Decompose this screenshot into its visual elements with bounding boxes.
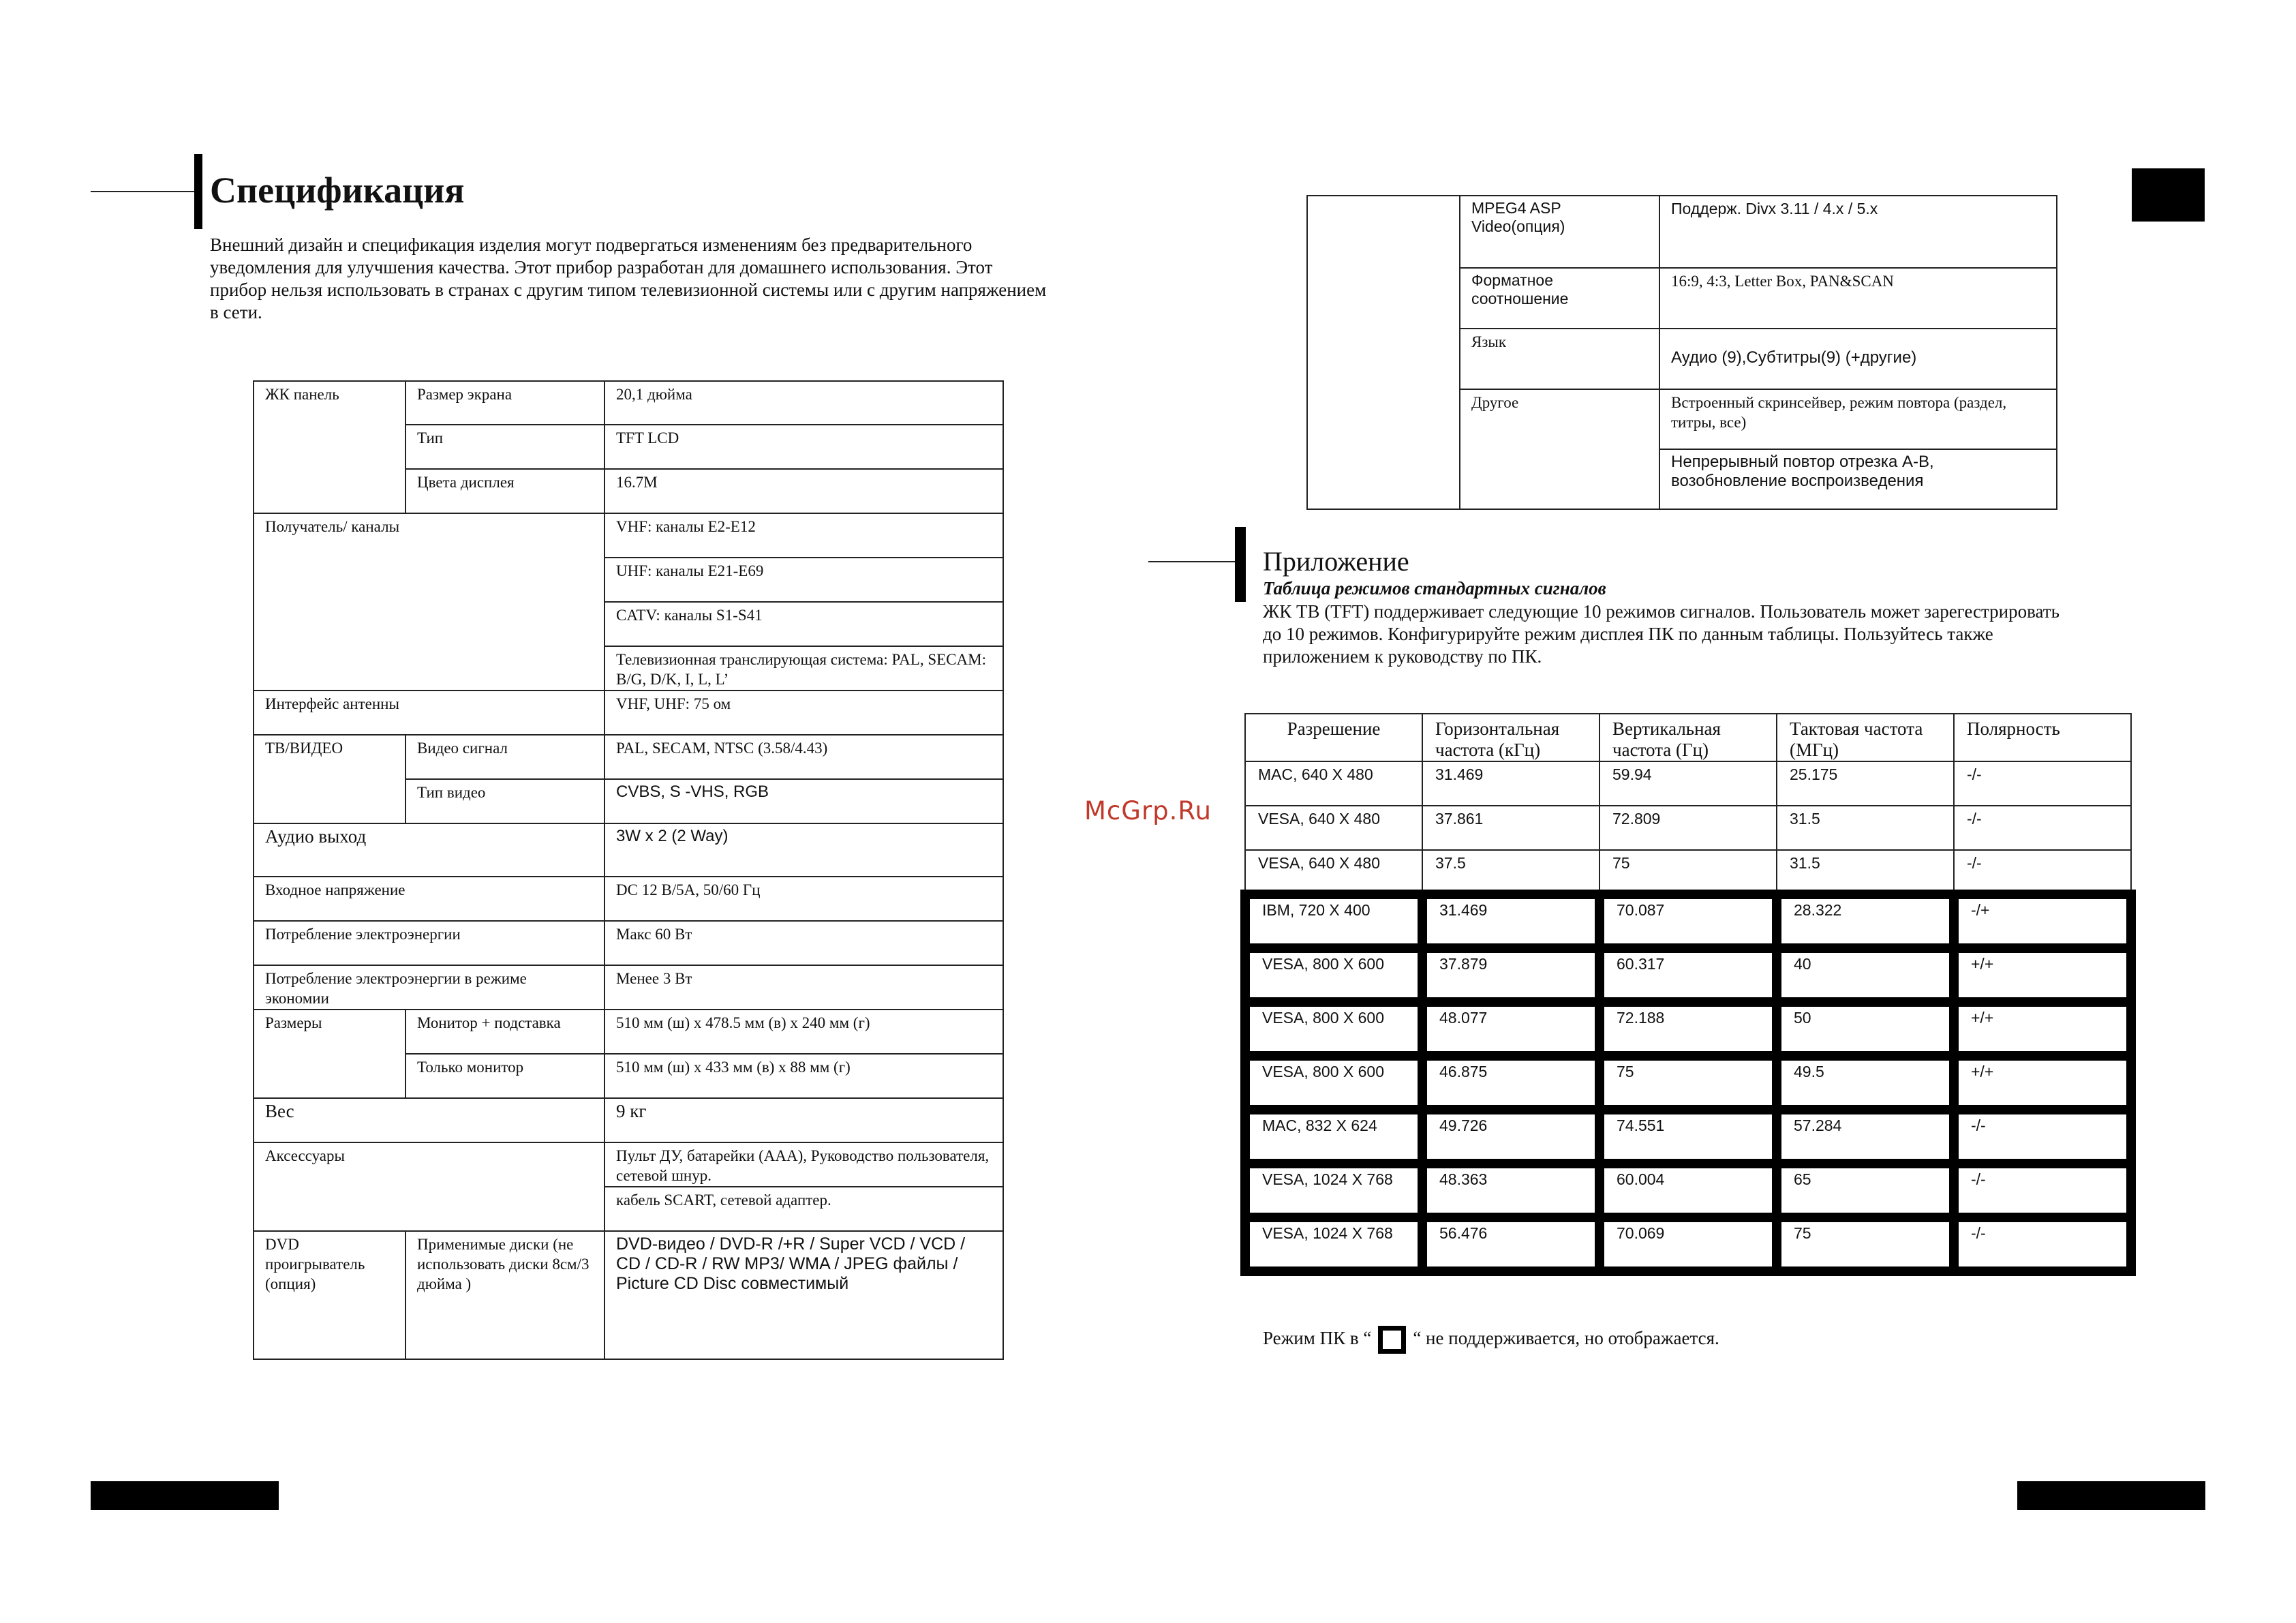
spec-receiver-catv: CATV: каналы S1-S41	[604, 602, 1003, 646]
spec-power-label: Потребление электроэнергии	[254, 921, 604, 965]
title-rule	[91, 191, 194, 192]
signal-cell: 31.469	[1422, 761, 1599, 806]
spec-accessories-value-2: кабель SCART, сетевой адаптер.	[604, 1187, 1003, 1231]
signal-modes-table	[1240, 713, 2136, 1276]
signal-cell: 72.188	[1599, 1002, 1777, 1056]
title-bar	[194, 154, 202, 229]
spec-audio-value: 3W x 2 (2 Way)	[604, 823, 1003, 877]
spec-table	[253, 380, 1004, 1360]
spec-with-stand-value: 510 мм (ш) x 478.5 мм (в) x 240 мм (г)	[604, 1010, 1003, 1054]
dvd-other-label: Другое	[1460, 389, 1659, 509]
dvd-language-value: Аудио (9),Субтитры(9) (+другие)	[1659, 329, 2057, 389]
spec-power-saving-value: Менее 3 Вт	[604, 965, 1003, 1010]
spec-receiver-uhf: UHF: каналы E21-E69	[604, 558, 1003, 602]
signal-cell: 49.726	[1422, 1110, 1599, 1164]
dvd-cont-blank	[1307, 196, 1460, 509]
signal-header-horizontal: Горизонтальная частота (кГц)	[1422, 714, 1599, 761]
signal-cell: 65	[1777, 1164, 1954, 1217]
spec-dimensions-label: Размеры	[254, 1010, 405, 1098]
signal-cell: 31.469	[1422, 894, 1599, 948]
signal-cell: 56.476	[1422, 1217, 1599, 1271]
spec-weight-value: 9 кг	[604, 1098, 1003, 1142]
spec-dvd-label: DVD проигрыватель (опция)	[254, 1231, 405, 1359]
dvd-other-value-2: Непрерывный повтор отрезка A-B, возобновление воспроизведения	[1659, 449, 2057, 509]
spec-power-saving-label: Потребление электроэнергии в режиме экономии	[254, 965, 604, 1010]
spec-video-type-label: Тип видео	[405, 779, 604, 823]
spec-antenna-label: Интерфейс антенны	[254, 691, 604, 735]
spec-type-value: TFT LCD	[604, 425, 1003, 469]
spec-screen-size-value: 20,1 дюйма	[604, 381, 1003, 425]
table-row	[1245, 850, 2131, 894]
dvd-mpeg4-label: MPEG4 ASP Video(опция)	[1460, 196, 1659, 268]
spec-power-value: Макс 60 Вт	[604, 921, 1003, 965]
spec-with-stand-label: Монитор + подставка	[405, 1010, 604, 1054]
signal-cell: -/-	[1954, 806, 2131, 850]
watermark: McGrp.Ru	[1084, 796, 1212, 825]
signal-cell: MAC, 832 X 624	[1245, 1110, 1422, 1164]
signal-cell: 46.875	[1422, 1056, 1599, 1110]
signal-cell: 75	[1599, 850, 1777, 894]
signal-cell: -/+	[1954, 894, 2131, 948]
spec-video-signal-value: PAL, SECAM, NTSC (3.58/4.43)	[604, 735, 1003, 779]
signal-cell: 49.5	[1777, 1056, 1954, 1110]
signal-cell: -/-	[1954, 1164, 2131, 1217]
spec-dvd-value: DVD-видео / DVD-R /+R / Super VCD / VCD / CD / CD-R / RW MP3/ WMA / JPEG файлы / Picture CD Disc совместимый	[604, 1231, 1003, 1359]
appendix-title: Приложение	[1263, 546, 1409, 577]
spec-type-label: Тип	[405, 425, 604, 469]
dvd-mpeg4-value: Поддерж. Divx 3.11 / 4.x / 5.x	[1659, 196, 2057, 268]
spec-video-type-value: CVBS, S -VHS, RGB	[604, 779, 1003, 823]
signal-header-polarity: Полярность	[1954, 714, 2131, 761]
table-row	[1245, 761, 2131, 806]
dvd-language-label: Язык	[1460, 329, 1659, 389]
signal-cell: MAC, 640 X 480	[1245, 761, 1422, 806]
spec-receiver-vhf: VHF: каналы E2-E12	[604, 513, 1003, 558]
signal-cell: VESA, 1024 X 768	[1245, 1164, 1422, 1217]
table-row	[1245, 1164, 2131, 1217]
spec-colors-value: 16.7M	[604, 469, 1003, 513]
signal-cell: 31.5	[1777, 850, 1954, 894]
signal-cell: VESA, 640 X 480	[1245, 850, 1422, 894]
dvd-continued-table	[1306, 195, 2057, 510]
signal-cell: 40	[1777, 948, 1954, 1002]
signal-cell: 31.5	[1777, 806, 1954, 850]
spec-receiver-system: Телевизионная транслирующая система: PAL, SECAM: B/G, D/K, I, L, L’	[604, 646, 1003, 691]
signal-cell: +/+	[1954, 948, 2131, 1002]
spec-accessories-value-1: Пульт ДУ, батарейки (ААА), Руководство пользователя, сетевой шнур.	[604, 1142, 1003, 1187]
pc-mode-note	[1263, 1324, 1719, 1354]
signal-cell: -/-	[1954, 761, 2131, 806]
spec-audio-label: Аудио выход	[254, 823, 604, 877]
signal-cell: -/-	[1954, 1217, 2131, 1271]
spec-lcd-label: ЖК панель	[254, 381, 405, 513]
spec-monitor-only-label: Только монитор	[405, 1054, 604, 1098]
spec-weight-label: Вес	[254, 1098, 604, 1142]
signal-cell: -/-	[1954, 850, 2131, 894]
spec-monitor-only-value: 510 мм (ш) x 433 мм (в) x 88 мм (г)	[604, 1054, 1003, 1098]
signal-cell: 28.322	[1777, 894, 1954, 948]
thick-box-icon	[1378, 1326, 1406, 1354]
signal-cell: IBM, 720 X 400	[1245, 894, 1422, 948]
signal-cell: 70.069	[1599, 1217, 1777, 1271]
spec-video-signal-label: Видео сигнал	[405, 735, 604, 779]
appendix-rule	[1148, 561, 1244, 562]
signal-cell: 72.809	[1599, 806, 1777, 850]
signal-cell: 37.879	[1422, 948, 1599, 1002]
right-top-tab	[2132, 168, 2205, 222]
signal-cell: 60.004	[1599, 1164, 1777, 1217]
dvd-aspect-label: Форматное соотношение	[1460, 268, 1659, 329]
table-row	[1245, 1056, 2131, 1110]
signal-cell: -/-	[1954, 1110, 2131, 1164]
spec-antenna-value: VHF, UHF: 75 ом	[604, 691, 1003, 735]
signal-cell: +/+	[1954, 1056, 2131, 1110]
signal-cell: 75	[1599, 1056, 1777, 1110]
dvd-other-value-1: Встроенный скринсейвер, режим повтора (раздел, титры, все)	[1659, 389, 2057, 449]
appendix-subtitle: Таблица режимов стандартных сигналов	[1263, 578, 1606, 598]
signal-cell: 50	[1777, 1002, 1954, 1056]
signal-cell: 57.284	[1777, 1110, 1954, 1164]
signal-cell: VESA, 800 X 600	[1245, 1002, 1422, 1056]
signal-cell: VESA, 800 X 600	[1245, 1056, 1422, 1110]
signal-header-clock: Тактовая частота (МГц)	[1777, 714, 1954, 761]
signal-cell: 75	[1777, 1217, 1954, 1271]
appendix-bar	[1235, 527, 1246, 602]
spec-input-voltage-label: Входное напряжение	[254, 877, 604, 921]
pc-mode-note-after: “ не поддерживается, но отображается.	[1413, 1328, 1719, 1348]
signal-cell: 48.077	[1422, 1002, 1599, 1056]
signal-cell: 60.317	[1599, 948, 1777, 1002]
signal-cell: 70.087	[1599, 894, 1777, 948]
signal-cell: +/+	[1954, 1002, 2131, 1056]
signal-header-resolution: Разрешение	[1245, 714, 1422, 761]
signal-cell: VESA, 800 X 600	[1245, 948, 1422, 1002]
signal-cell: 74.551	[1599, 1110, 1777, 1164]
intro-paragraph: Внешний дизайн и спецификация изделия могут подвергаться изменениям без предварительного уведомления для улучшения качества. Этот прибор разработан для домашнего использования. Этот прибор нельзя использовать в странах с другим типом телевизионной системы или с другим напряжением в сети.	[210, 234, 1047, 322]
signal-cell: 37.5	[1422, 850, 1599, 894]
page-title: Спецификация	[210, 170, 465, 211]
table-row	[1245, 894, 2131, 948]
table-row	[1245, 1110, 2131, 1164]
table-row	[1245, 1217, 2131, 1271]
table-row	[1245, 806, 2131, 850]
table-row	[1245, 948, 2131, 1002]
spec-accessories-label: Аксессуары	[254, 1142, 604, 1231]
signal-cell: 25.175	[1777, 761, 1954, 806]
spec-colors-label: Цвета дисплея	[405, 469, 604, 513]
spec-dvd-sublabel: Применимые диски (не использовать диски 8см/3 дюйма )	[405, 1231, 604, 1359]
spec-receiver-label: Получатель/ каналы	[254, 513, 604, 691]
spec-tv-video-label: ТВ/ВИДЕО	[254, 735, 405, 823]
signal-cell: VESA, 640 X 480	[1245, 806, 1422, 850]
pc-mode-note-before: Режим ПК в “	[1263, 1328, 1372, 1348]
appendix-paragraph: ЖК ТВ (TFT) поддерживает следующие 10 режимов сигналов. Пользователь может зарегестрировать до 10 режимов. Конфигурируйте режим дисплея ПК по данным таблицы. Пользуйтесь также приложением к руководству по ПК.	[1263, 601, 2060, 667]
dvd-aspect-value: 16:9, 4:3, Letter Box, PAN&SCAN	[1659, 268, 2057, 329]
spec-input-voltage-value: DC 12 В/5А, 50/60 Гц	[604, 877, 1003, 921]
signal-cell: VESA, 1024 X 768	[1245, 1217, 1422, 1271]
spec-screen-size-label: Размер экрана	[405, 381, 604, 425]
signal-cell: 37.861	[1422, 806, 1599, 850]
right-footer-bar	[2017, 1481, 2205, 1510]
signal-cell: 48.363	[1422, 1164, 1599, 1217]
left-footer-bar	[91, 1481, 279, 1510]
signal-cell: 59.94	[1599, 761, 1777, 806]
table-row	[1245, 1002, 2131, 1056]
signal-header-vertical: Вертикальная частота (Гц)	[1599, 714, 1777, 761]
